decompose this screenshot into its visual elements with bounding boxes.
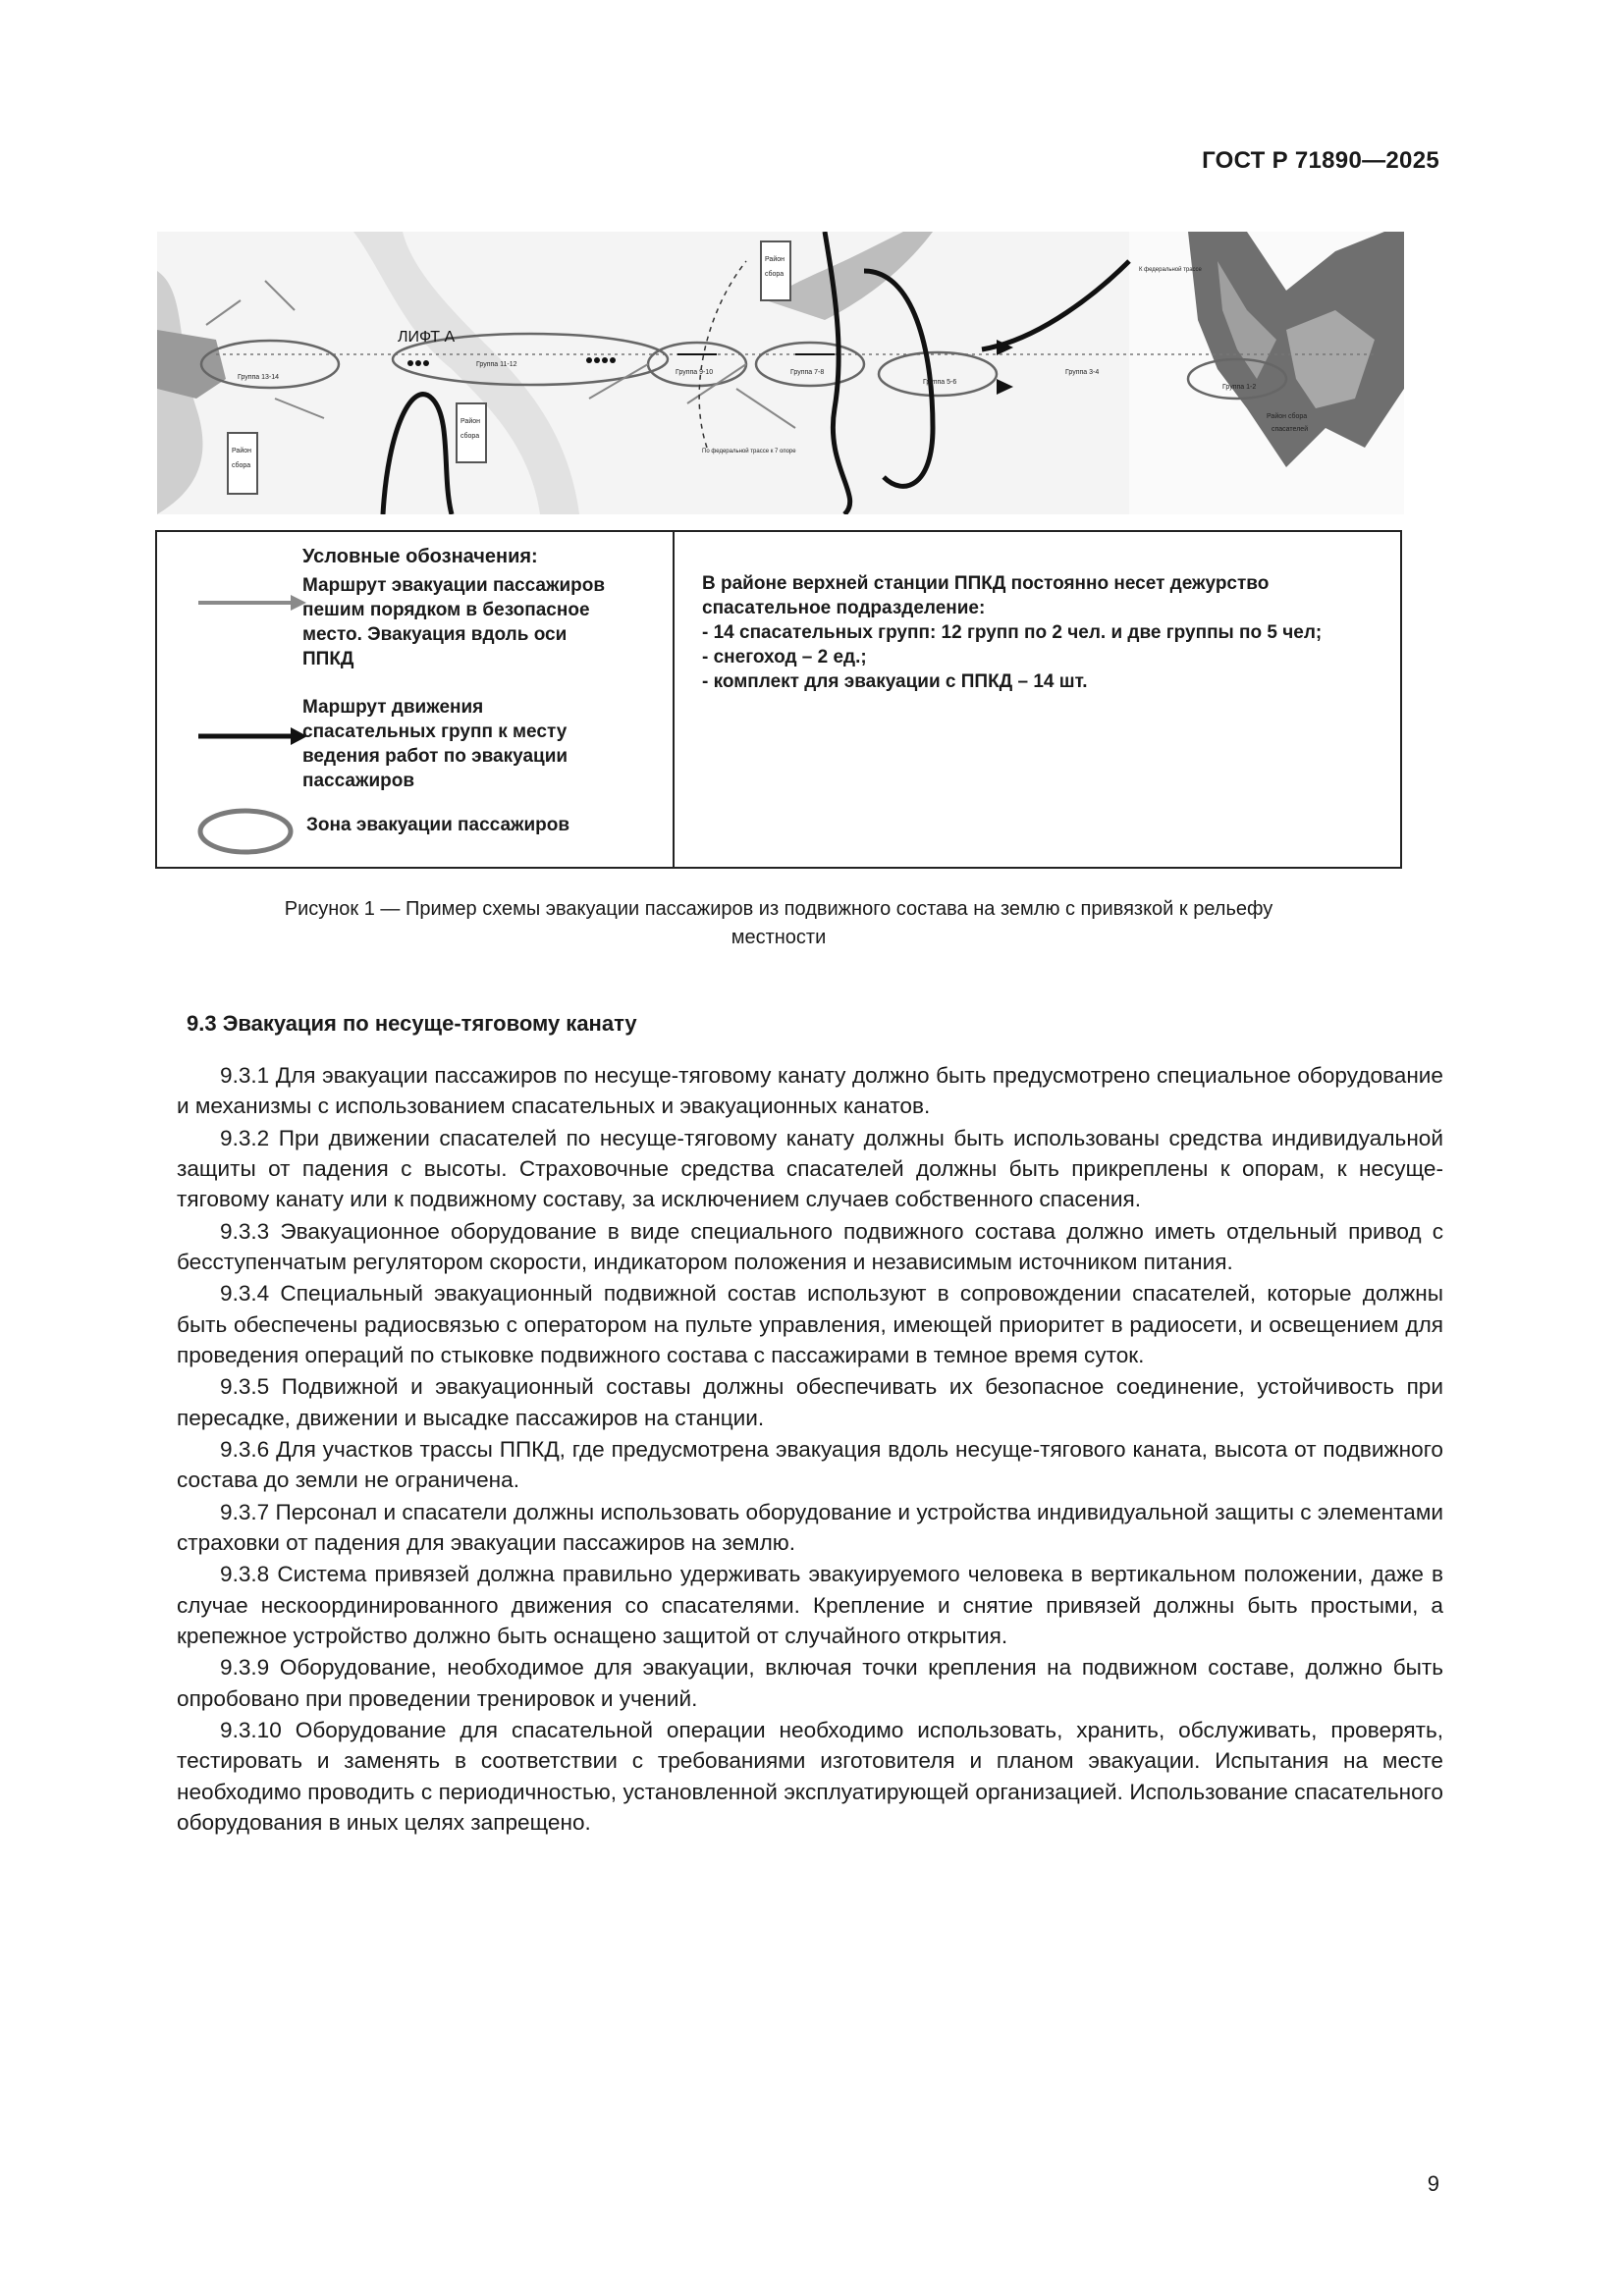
legend-title: Условные обозначения: <box>302 546 538 567</box>
figure-legend <box>155 530 1402 869</box>
map-label-group: Группа 3-4 <box>1065 369 1100 376</box>
black-arrow-icon <box>196 724 309 748</box>
document-header: ГОСТ Р 71890—2025 <box>1202 147 1439 174</box>
ellipse-zone-icon <box>194 805 297 858</box>
map-label-rescuers: спасателей <box>1272 426 1309 433</box>
map-label-group: Группа 11-12 <box>476 361 517 368</box>
grey-arrow-icon <box>196 591 309 614</box>
map-label-assembly: сбора <box>765 271 785 278</box>
map-label-group: Группа 1-2 <box>1222 384 1257 391</box>
section-title: 9.3 Эвакуация по несуще-тяговому канату <box>187 1011 637 1036</box>
paragraph: 9.3.9 Оборудование, необходимое для эвакуации, включая точки крепления на подвижном составе, должно быть опробовано при проведении тренировок и учений. <box>177 1655 1443 1711</box>
map-label-group: Группа 13-14 <box>238 374 280 381</box>
body-text <box>177 1060 1443 1839</box>
legend-note: В районе верхней станции ППКД постоянно несет дежурство спасательное подразделение: - 14 спасательных групп: 12 групп по 2 чел. и две группы по 5 чел; - снегоход – 2 ед.; - комплект для эвакуации с ППКД – 14 шт. <box>702 573 1323 692</box>
map-label-assembly: Район <box>460 418 480 425</box>
map-label-assembly: сбора <box>232 462 251 469</box>
map-label-federal: По федеральной трассе к 7 опоре <box>702 449 796 454</box>
legend-item-zone: Зона эвакуации пассажиров <box>306 815 570 835</box>
legend-divider <box>673 532 675 867</box>
map-label-assembly: Район <box>765 256 785 263</box>
map-label-assembly: Район <box>232 448 251 454</box>
map-label-group: Группа 7-8 <box>790 369 825 376</box>
legend-item-rescue: Маршрут движения спасательных групп к месту ведения работ по эвакуации пассажиров <box>302 697 568 791</box>
map-label-federal-right: К федеральной трассе <box>1139 267 1202 273</box>
paragraph: 9.3.2 При движении спасателей по несуще-тяговому канату должны быть использованы средства индивидуальной защиты от падения с высоты. Страховочные средства спасателей должны быть прикреплены к опорам, к несуще-тяговому канату или к подвижному составу, за исключением случаев собственного спасения. <box>177 1125 1443 1212</box>
paragraph: 9.3.4 Специальный эвакуационный подвижной состав используют в сопровождении спасателей, которые должны быть обеспечены радиосвязью с оператором на пульте управления, имеющей приоритет в радиосети, и освещением для проведения операций по стыковке подвижного состава с пассажирами в темное время суток. <box>177 1281 1443 1367</box>
legend-item-pedestrian: Маршрут эвакуации пассажиров пешим порядком в безопасное место. Эвакуация вдоль оси ППКД <box>302 575 606 669</box>
paragraph: 9.3.3 Эвакуационное оборудование в виде специального подвижного состава должно иметь отдельный привод с бесступенчатым регулятором скорости, индикатором положения и независимым источником питания. <box>177 1218 1443 1274</box>
paragraph: 9.3.1 Для эвакуации пассажиров по несуще-тяговому канату должно быть предусмотрено специальное оборудование и механизмы с использованием спасательных и эвакуационных канатов. <box>177 1063 1443 1119</box>
map-label-lift: ЛИФТ А <box>398 329 456 346</box>
paragraph: 9.3.10 Оборудование для спасательной операции необходимо использовать, хранить, обслуживать, проверять, тестировать и заменять в соответствии с требованиями изготовителя и планом эвакуации. Испытания на месте необходимо проводить с периодичностью, установленной эксплуатирующей организацией. Использование спасательного оборудования в иных целях запрещено. <box>177 1718 1443 1835</box>
map-label-group: Группа 5-6 <box>923 379 957 386</box>
map-label-group: Группа 9-10 <box>676 369 714 376</box>
figure-caption: Рисунок 1 — Пример схемы эвакуации пассажиров из подвижного состава на землю с привязкой к рельефу местности <box>284 898 1273 948</box>
paragraph: 9.3.6 Для участков трассы ППКД, где предусмотрена эвакуация вдоль несуще-тягового каната, высота от подвижного состава до земли не ограничена. <box>177 1437 1443 1493</box>
page-number: 9 <box>1427 2171 1439 2196</box>
map-label-assembly: сбора <box>460 433 480 440</box>
paragraph: 9.3.5 Подвижной и эвакуационный составы должны обеспечивать их безопасное соединение, устойчивость при пересадке, движении и высадке пассажиров на станции. <box>177 1374 1443 1430</box>
map-label-rescuers: Район сбора <box>1267 413 1308 420</box>
paragraph: 9.3.8 Система привязей должна правильно удерживать эвакуируемого человека в вертикальном положении, даже в случае нескоординированного движения со спасателями. Крепление и снятие привязей должны быть простыми, а крепежное устройство должно быть оснащено защитой от случайного открытия. <box>177 1562 1443 1648</box>
paragraph: 9.3.7 Персонал и спасатели должны использовать оборудование и устройства индивидуальной защиты с элементами страховки от падения для эвакуации пассажиров на землю. <box>177 1499 1443 1556</box>
evacuation-map <box>157 232 1404 514</box>
